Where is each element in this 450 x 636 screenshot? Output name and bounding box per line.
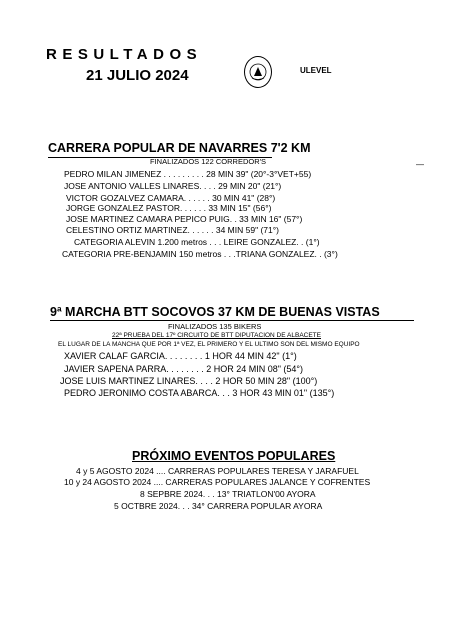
page-date: 21 JULIO 2024 [86,67,189,84]
event-item: 5 OCTBRE 2024. . . 34° CARRERA POPULAR AYORA [114,501,323,511]
page-title: RESULTADOS [46,46,203,63]
race1-result: JOSE ANTONIO VALLES LINARES. . . . 29 MIN 20" (21°) [64,181,282,191]
race1-result: PEDRO MILAN JIMENEZ . . . . . . . . . 28 MIN 39" (20°-3°VET+55) [64,169,312,179]
race2-result: JOSE LUIS MARTINEZ LINARES. . . . 2 HOR 50 MIN 28" (100°) [60,376,318,386]
race1-result: CELESTINO ORTIZ MARTINEZ. . . . . . 34 MIN 59" (71°) [66,225,279,235]
level-label: ULEVEL [300,66,332,75]
event-item: 4 y 5 AGOSTO 2024 .... CARRERAS POPULARES TERESA Y JARAFUEL [76,466,359,476]
race1-heading: CARRERA POPULAR DE NAVARRES 7'2 KM [48,141,311,155]
race1-category-result: CATEGORIA ALEVIN 1.200 metros . . . LEIRE GONZALEZ. . (1°) [74,237,320,247]
event-item: 8 SEPBRE 2024. . . 13° TRIATLON'00 AYORA [140,489,316,499]
race2-circuit: 22ª PRUEBA DEL 17º CIRCUITO DE BTT DIPUTACION DE ALBACETE [112,332,321,339]
events-heading: PRÓXIMO EVENTOS POPULARES [132,449,336,463]
club-logo-icon [244,56,272,88]
event-item: 10 y 24 AGOSTO 2024 .... CARRERAS POPULARES JALANCE Y COFRENTES [64,477,371,487]
race2-finishers: FINALIZADOS 135 BIKERS [168,322,262,331]
race2-result: JAVIER SAPENA PARRA. . . . . . . . 2 HOR 24 MIN 08" (54°) [64,364,304,374]
race2-underline [50,320,414,321]
race2-note: EL LUGAR DE LA MANCHA QUE POR 1ª VEZ, EL PRIMERO Y EL ULTIMO SON DEL MISMO EQUIPO [58,341,360,348]
race2-heading: 9ª MARCHA BTT SOCOVOS 37 KM DE BUENAS VISTAS [50,305,380,319]
race2-result: PEDRO JERONIMO COSTA ABARCA. . . 3 HOR 43 MIN 01" (135°) [64,388,335,398]
race1-result: JORGE GONZALEZ PASTOR. . . . . . 33 MIN 15" (56°) [66,203,272,213]
side-mark: — [416,160,424,169]
race1-result: JOSE MARTINEZ CAMARA PEPICO PUIG. . 33 MIN 16" (57°) [66,214,303,224]
race2-result: XAVIER CALAF GARCIA. . . . . . . . 1 HOR 44 MIN 42" (1°) [64,351,297,361]
race1-result: VICTOR GOZALVEZ CAMARA. . . . . . 30 MIN 41" (28°) [66,193,276,203]
race1-category-result: CATEGORIA PRE-BENJAMIN 150 metros . . .TRIANA GONZALEZ. . (3°) [62,249,338,259]
race1-finishers: FINALIZADOS 122 CORREDOR'S [150,157,267,166]
